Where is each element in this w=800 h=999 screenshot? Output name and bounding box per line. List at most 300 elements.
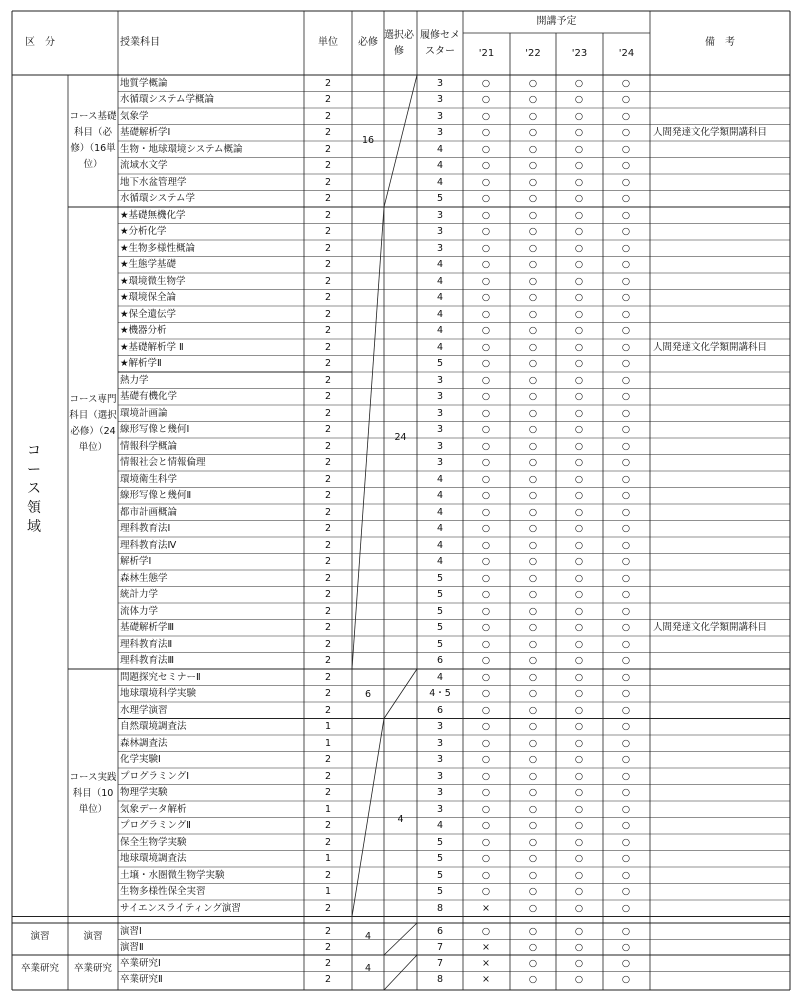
course-year-24: ○ bbox=[621, 127, 631, 138]
jissen-elective-units: 4 bbox=[397, 814, 404, 825]
course-units: 1 bbox=[324, 721, 332, 732]
course-name: 生物・地球環境システム概論 bbox=[120, 143, 243, 155]
course-semester: 4 bbox=[436, 259, 444, 270]
course-year-24: ○ bbox=[621, 160, 631, 171]
course-name: 水循環システム学概論 bbox=[120, 94, 215, 105]
course-units: 2 bbox=[324, 292, 332, 303]
course-year-23: ○ bbox=[574, 974, 584, 985]
course-year-24: ○ bbox=[621, 308, 631, 320]
senmon-elective-units: 24 bbox=[394, 432, 407, 443]
course-year-23: ○ bbox=[574, 539, 584, 551]
course-year-22: ○ bbox=[528, 622, 538, 633]
course-year-24: ○ bbox=[621, 704, 631, 716]
course-year-23: ○ bbox=[574, 869, 584, 881]
course-year-23: ○ bbox=[574, 226, 584, 237]
course-year-24: ○ bbox=[621, 275, 631, 287]
course-year-21: ○ bbox=[481, 440, 491, 452]
course-year-22: ○ bbox=[528, 605, 538, 617]
course-year-23: ○ bbox=[574, 820, 584, 831]
course-name: 統計力学 bbox=[120, 589, 159, 600]
course-name: 自然環境調査法 bbox=[120, 721, 187, 732]
course-units: 2 bbox=[324, 127, 332, 138]
course-year-23: ○ bbox=[574, 94, 584, 105]
course-units: 2 bbox=[324, 473, 332, 485]
course-semester: 8 bbox=[436, 974, 444, 985]
course-year-23: ○ bbox=[574, 721, 584, 732]
course-units: 2 bbox=[324, 523, 332, 534]
course-year-24: ○ bbox=[621, 407, 631, 419]
course-year-21: ○ bbox=[481, 259, 491, 270]
course-name: 演習Ⅰ bbox=[120, 925, 142, 937]
course-year-23: ○ bbox=[574, 391, 584, 402]
course-year-24: ○ bbox=[621, 391, 631, 402]
header-subject: 授業科目 bbox=[120, 37, 160, 48]
course-year-24: ○ bbox=[621, 836, 631, 848]
course-name: 流域水文学 bbox=[120, 160, 168, 171]
course-semester: 4 bbox=[436, 539, 444, 551]
course-year-22: ○ bbox=[528, 869, 538, 881]
course-units: 2 bbox=[324, 572, 332, 584]
course-year-22: ○ bbox=[528, 259, 538, 270]
course-units: 1 bbox=[324, 886, 332, 897]
course-year-22: ○ bbox=[528, 638, 538, 650]
course-year-23: ○ bbox=[574, 957, 584, 969]
course-name: ★分析化学 bbox=[120, 226, 167, 237]
course-year-21: ○ bbox=[481, 803, 491, 815]
course-year-23: ○ bbox=[574, 275, 584, 287]
course-semester: 5 bbox=[436, 638, 444, 650]
course-name: 卒業研究Ⅰ bbox=[120, 957, 161, 969]
course-units: 2 bbox=[324, 226, 332, 237]
course-semester: 5 bbox=[436, 193, 444, 204]
course-year-22: ○ bbox=[528, 341, 538, 353]
course-year-22: ○ bbox=[528, 671, 538, 683]
course-name: 情報社会と情報倫理 bbox=[120, 457, 206, 468]
course-year-24: ○ bbox=[621, 473, 631, 485]
course-year-22: ○ bbox=[528, 704, 538, 716]
course-year-24: ○ bbox=[621, 77, 631, 89]
course-units: 1 bbox=[324, 853, 332, 864]
course-name: 理科教育法Ⅳ bbox=[120, 539, 177, 551]
course-year-23: ○ bbox=[574, 127, 584, 138]
course-units: 2 bbox=[324, 407, 332, 419]
course-year-22: ○ bbox=[528, 127, 538, 138]
course-year-21: ○ bbox=[481, 572, 491, 584]
course-year-24: ○ bbox=[621, 325, 631, 336]
course-year-22: ○ bbox=[528, 572, 538, 584]
course-year-21: ○ bbox=[481, 671, 491, 683]
course-year-22: ○ bbox=[528, 143, 538, 155]
course-year-21: ○ bbox=[481, 787, 491, 798]
course-year-24: ○ bbox=[621, 424, 631, 435]
course-units: 2 bbox=[324, 209, 332, 221]
course-year-21: ○ bbox=[481, 506, 491, 518]
course-name: 水循環システム学 bbox=[120, 193, 196, 204]
course-year-24: ○ bbox=[621, 193, 631, 204]
course-year-21: ○ bbox=[481, 94, 491, 105]
course-year-22: ○ bbox=[528, 820, 538, 831]
course-year-23: ○ bbox=[574, 259, 584, 270]
course-note: 人間発達文化学類開講科目 bbox=[653, 341, 768, 353]
course-semester: 3 bbox=[436, 374, 444, 386]
course-year-23: ○ bbox=[574, 160, 584, 171]
course-name: ★基礎無機化学 bbox=[120, 209, 186, 221]
course-year-22: ○ bbox=[528, 836, 538, 848]
course-year-24: ○ bbox=[621, 655, 631, 666]
course-units: 1 bbox=[324, 737, 332, 749]
course-year-21: ○ bbox=[481, 820, 491, 831]
course-year-21: ○ bbox=[481, 605, 491, 617]
course-year-24: ○ bbox=[621, 754, 631, 765]
section-sotsugyo-outer: 卒業研究 bbox=[20, 963, 59, 974]
course-year-24: ○ bbox=[621, 242, 631, 254]
course-semester: 7 bbox=[436, 942, 444, 953]
course-year-21: ○ bbox=[481, 242, 491, 254]
course-year-24: ○ bbox=[621, 259, 631, 270]
course-year-23: ○ bbox=[574, 754, 584, 765]
course-year-23: ○ bbox=[574, 942, 584, 953]
course-year-23: ○ bbox=[574, 787, 584, 798]
course-units: 2 bbox=[324, 957, 332, 969]
course-note: 人間発達文化学類開講科目 bbox=[653, 622, 768, 633]
course-year-22: ○ bbox=[528, 853, 538, 864]
course-semester: 3 bbox=[436, 110, 444, 122]
course-year-22: ○ bbox=[528, 957, 538, 969]
course-semester: 3 bbox=[436, 457, 444, 468]
course-year-22: ○ bbox=[528, 737, 538, 749]
course-units: 2 bbox=[324, 754, 332, 765]
course-units: 2 bbox=[324, 110, 332, 122]
diagonal-slash bbox=[384, 669, 417, 719]
course-year-23: ○ bbox=[574, 209, 584, 221]
course-year-23: ○ bbox=[574, 143, 584, 155]
header-remarks: 備 考 bbox=[705, 37, 735, 48]
course-year-21: ○ bbox=[481, 589, 491, 600]
course-year-24: ○ bbox=[621, 671, 631, 683]
course-year-22: ○ bbox=[528, 94, 538, 105]
course-year-23: ○ bbox=[574, 671, 584, 683]
course-year-23: ○ bbox=[574, 506, 584, 518]
course-semester: 5 bbox=[436, 869, 444, 881]
header-required: 必修 bbox=[358, 37, 378, 48]
course-year-23: ○ bbox=[574, 737, 584, 749]
course-name: ★生物多様性概論 bbox=[120, 242, 196, 254]
course-year-24: ○ bbox=[621, 869, 631, 881]
course-year-21: ○ bbox=[481, 737, 491, 749]
section-jissen: コース実践科目（10単位） bbox=[69, 772, 117, 815]
course-year-22: ○ bbox=[528, 193, 538, 204]
course-year-21: ○ bbox=[481, 226, 491, 237]
course-units: 2 bbox=[324, 820, 332, 831]
course-year-23: ○ bbox=[574, 902, 584, 914]
course-year-24: ○ bbox=[621, 638, 631, 650]
course-units: 1 bbox=[324, 803, 332, 815]
header-semester: 履修セメスター bbox=[420, 30, 460, 57]
course-year-22: ○ bbox=[528, 325, 538, 336]
header-year-24: '24 bbox=[618, 48, 635, 59]
course-year-21: ○ bbox=[481, 457, 491, 468]
course-year-21: ○ bbox=[481, 622, 491, 633]
course-units: 2 bbox=[324, 655, 332, 666]
course-year-22: ○ bbox=[528, 770, 538, 782]
course-name: 理科教育法Ⅱ bbox=[120, 638, 173, 650]
course-year-21: ○ bbox=[481, 556, 491, 567]
course-year-24: ○ bbox=[621, 721, 631, 732]
course-year-21: ○ bbox=[481, 391, 491, 402]
course-year-21: ○ bbox=[481, 325, 491, 336]
course-year-23: ○ bbox=[574, 853, 584, 864]
course-year-24: ○ bbox=[621, 688, 631, 699]
course-units: 2 bbox=[324, 77, 332, 89]
course-year-21: ○ bbox=[481, 143, 491, 155]
course-year-21: ○ bbox=[481, 110, 491, 122]
course-year-24: ○ bbox=[621, 925, 631, 937]
course-semester: 3 bbox=[436, 737, 444, 749]
course-year-22: ○ bbox=[528, 721, 538, 732]
course-year-23: ○ bbox=[574, 440, 584, 452]
course-semester: 5 bbox=[436, 622, 444, 633]
course-year-23: ○ bbox=[574, 110, 584, 122]
course-year-22: ○ bbox=[528, 787, 538, 798]
course-semester: 3 bbox=[436, 770, 444, 782]
course-semester: 3 bbox=[436, 721, 444, 732]
course-year-21: ○ bbox=[481, 655, 491, 666]
course-semester: 3 bbox=[436, 226, 444, 237]
course-semester: 3 bbox=[436, 754, 444, 765]
course-units: 2 bbox=[324, 974, 332, 985]
course-year-21: ○ bbox=[481, 127, 491, 138]
course-year-23: ○ bbox=[574, 886, 584, 897]
course-units: 2 bbox=[324, 787, 332, 798]
course-year-21: ○ bbox=[481, 193, 491, 204]
course-semester: 3 bbox=[436, 77, 444, 89]
course-name: 化学実験Ⅰ bbox=[120, 754, 161, 765]
course-name: ★環境微生物学 bbox=[120, 275, 186, 287]
course-year-22: ○ bbox=[528, 589, 538, 600]
course-year-23: ○ bbox=[574, 556, 584, 567]
course-semester: 4 bbox=[436, 160, 444, 171]
course-year-22: ○ bbox=[528, 539, 538, 551]
course-year-24: ○ bbox=[621, 292, 631, 303]
section-enshu-inner: 演習 bbox=[83, 931, 103, 942]
course-semester: 5 bbox=[436, 358, 444, 369]
course-semester: 5 bbox=[436, 886, 444, 897]
course-units: 2 bbox=[324, 242, 332, 254]
course-units: 2 bbox=[324, 424, 332, 435]
course-year-24: ○ bbox=[621, 556, 631, 567]
course-name: ★生態学基礎 bbox=[120, 259, 177, 270]
course-units: 2 bbox=[324, 539, 332, 551]
course-name: ★基礎解析学 Ⅱ bbox=[120, 341, 184, 353]
course-units: 2 bbox=[324, 94, 332, 105]
course-year-21: × bbox=[482, 902, 490, 914]
course-year-22: ○ bbox=[528, 655, 538, 666]
course-year-24: ○ bbox=[621, 523, 631, 534]
course-year-23: ○ bbox=[574, 325, 584, 336]
course-units: 2 bbox=[324, 490, 332, 501]
course-semester: 3 bbox=[436, 94, 444, 105]
course-year-24: ○ bbox=[621, 803, 631, 815]
course-year-23: ○ bbox=[574, 407, 584, 419]
course-year-24: ○ bbox=[621, 770, 631, 782]
course-units: 2 bbox=[324, 325, 332, 336]
course-units: 2 bbox=[324, 176, 332, 188]
course-name: 線形写像と幾何Ⅱ bbox=[120, 490, 192, 501]
course-year-21: ○ bbox=[481, 638, 491, 650]
course-semester: 7 bbox=[436, 957, 444, 969]
course-year-21: ○ bbox=[481, 754, 491, 765]
course-year-23: ○ bbox=[574, 176, 584, 188]
header-plan: 開講予定 bbox=[536, 16, 577, 27]
course-units: 2 bbox=[324, 160, 332, 171]
course-semester: 6 bbox=[436, 925, 444, 937]
course-year-23: ○ bbox=[574, 242, 584, 254]
course-semester: 3 bbox=[436, 391, 444, 402]
course-year-22: ○ bbox=[528, 473, 538, 485]
course-year-23: ○ bbox=[574, 292, 584, 303]
header-kubun: 区 分 bbox=[25, 37, 55, 48]
course-year-22: ○ bbox=[528, 803, 538, 815]
course-year-24: ○ bbox=[621, 902, 631, 914]
course-year-21: ○ bbox=[481, 358, 491, 369]
diagonal-slash bbox=[384, 955, 417, 990]
course-name: サイエンスライティング演習 bbox=[120, 902, 241, 914]
diagonal-slash bbox=[384, 923, 417, 955]
course-semester: 5 bbox=[436, 572, 444, 584]
course-semester: 4 bbox=[436, 473, 444, 485]
course-year-21: ○ bbox=[481, 473, 491, 485]
course-year-22: ○ bbox=[528, 902, 538, 914]
course-units: 2 bbox=[324, 942, 332, 953]
course-year-22: ○ bbox=[528, 391, 538, 402]
course-units: 2 bbox=[324, 688, 332, 699]
course-note: 人間発達文化学類開講科目 bbox=[653, 127, 768, 138]
course-year-21: ○ bbox=[481, 424, 491, 435]
course-year-21: ○ bbox=[481, 292, 491, 303]
course-name: 地下水盆管理学 bbox=[120, 176, 187, 188]
course-semester: 3 bbox=[436, 209, 444, 221]
course-year-24: ○ bbox=[621, 358, 631, 369]
course-units: 2 bbox=[324, 193, 332, 204]
course-units: 2 bbox=[324, 638, 332, 650]
course-year-21: ○ bbox=[481, 539, 491, 551]
course-units: 2 bbox=[324, 308, 332, 320]
course-year-24: ○ bbox=[621, 820, 631, 831]
course-name: 気象学 bbox=[120, 110, 149, 122]
course-semester: 3 bbox=[436, 440, 444, 452]
course-semester: 4 bbox=[436, 820, 444, 831]
course-year-22: ○ bbox=[528, 942, 538, 953]
course-semester: 5 bbox=[436, 853, 444, 864]
course-name: 基礎有機化学 bbox=[120, 391, 178, 402]
course-year-22: ○ bbox=[528, 886, 538, 897]
course-name: ★保全遺伝学 bbox=[120, 308, 177, 320]
course-year-24: ○ bbox=[621, 605, 631, 617]
course-year-22: ○ bbox=[528, 688, 538, 699]
course-year-22: ○ bbox=[528, 440, 538, 452]
course-name: プログラミングⅡ bbox=[120, 820, 191, 831]
course-year-21: ○ bbox=[481, 869, 491, 881]
course-units: 2 bbox=[324, 770, 332, 782]
course-year-21: ○ bbox=[481, 925, 491, 937]
course-year-21: ○ bbox=[481, 853, 491, 864]
course-units: 2 bbox=[324, 925, 332, 937]
header-year-22: '22 bbox=[525, 48, 541, 59]
course-year-23: ○ bbox=[574, 622, 584, 633]
course-year-23: ○ bbox=[574, 374, 584, 386]
course-year-23: ○ bbox=[574, 308, 584, 320]
course-year-22: ○ bbox=[528, 523, 538, 534]
course-year-21: × bbox=[482, 974, 490, 985]
course-units: 2 bbox=[324, 556, 332, 567]
course-name: 保全生物学実験 bbox=[120, 836, 187, 848]
course-units: 2 bbox=[324, 836, 332, 848]
course-name: 地球環境調査法 bbox=[120, 853, 187, 864]
section-course-area: コース領域 bbox=[27, 443, 41, 535]
course-semester: 4・5 bbox=[429, 688, 451, 699]
course-name: 生物多様性保全実習 bbox=[120, 886, 206, 897]
course-units: 2 bbox=[324, 506, 332, 518]
course-year-24: ○ bbox=[621, 94, 631, 105]
course-year-21: ○ bbox=[481, 341, 491, 353]
jissen-required-units: 6 bbox=[364, 689, 372, 700]
course-year-21: ○ bbox=[481, 523, 491, 534]
course-year-23: ○ bbox=[574, 457, 584, 468]
header-year-21: '21 bbox=[478, 48, 495, 59]
course-year-23: ○ bbox=[574, 473, 584, 485]
course-units: 2 bbox=[324, 259, 332, 270]
course-name: 地質学概論 bbox=[120, 77, 168, 89]
course-name: 環境衛生科学 bbox=[120, 473, 178, 485]
course-semester: 4 bbox=[436, 176, 444, 188]
course-year-24: ○ bbox=[621, 176, 631, 188]
course-year-21: ○ bbox=[481, 688, 491, 699]
course-name: 地球環境科学実験 bbox=[120, 688, 197, 699]
course-year-23: ○ bbox=[574, 572, 584, 584]
course-name: 基礎解析学Ⅲ bbox=[120, 622, 175, 633]
course-units: 2 bbox=[324, 589, 332, 600]
course-year-24: ○ bbox=[621, 457, 631, 468]
course-year-24: ○ bbox=[621, 490, 631, 501]
course-year-22: ○ bbox=[528, 242, 538, 254]
course-units: 2 bbox=[324, 605, 332, 617]
course-semester: 8 bbox=[436, 902, 444, 914]
course-year-23: ○ bbox=[574, 193, 584, 204]
course-year-22: ○ bbox=[528, 275, 538, 287]
course-year-21: ○ bbox=[481, 275, 491, 287]
course-year-21: ○ bbox=[481, 886, 491, 897]
course-year-22: ○ bbox=[528, 974, 538, 985]
course-semester: 5 bbox=[436, 836, 444, 848]
section-senmon: コース専門科目（選択必修）（24単位） bbox=[69, 394, 117, 453]
course-semester: 3 bbox=[436, 407, 444, 419]
course-year-22: ○ bbox=[528, 556, 538, 567]
course-name: プログラミングⅠ bbox=[120, 770, 190, 782]
course-year-24: ○ bbox=[621, 341, 631, 353]
course-name: 理科教育法Ⅰ bbox=[120, 523, 171, 534]
course-year-24: ○ bbox=[621, 440, 631, 452]
course-year-21: ○ bbox=[481, 836, 491, 848]
course-year-22: ○ bbox=[528, 176, 538, 188]
course-semester: 4 bbox=[436, 292, 444, 303]
course-year-21: ○ bbox=[481, 770, 491, 782]
course-year-21: ○ bbox=[481, 209, 491, 221]
enshu-required-units: 4 bbox=[364, 931, 372, 942]
course-year-23: ○ bbox=[574, 770, 584, 782]
kiso-required-units: 16 bbox=[361, 135, 375, 146]
course-year-23: ○ bbox=[574, 704, 584, 716]
course-units: 2 bbox=[324, 358, 332, 369]
